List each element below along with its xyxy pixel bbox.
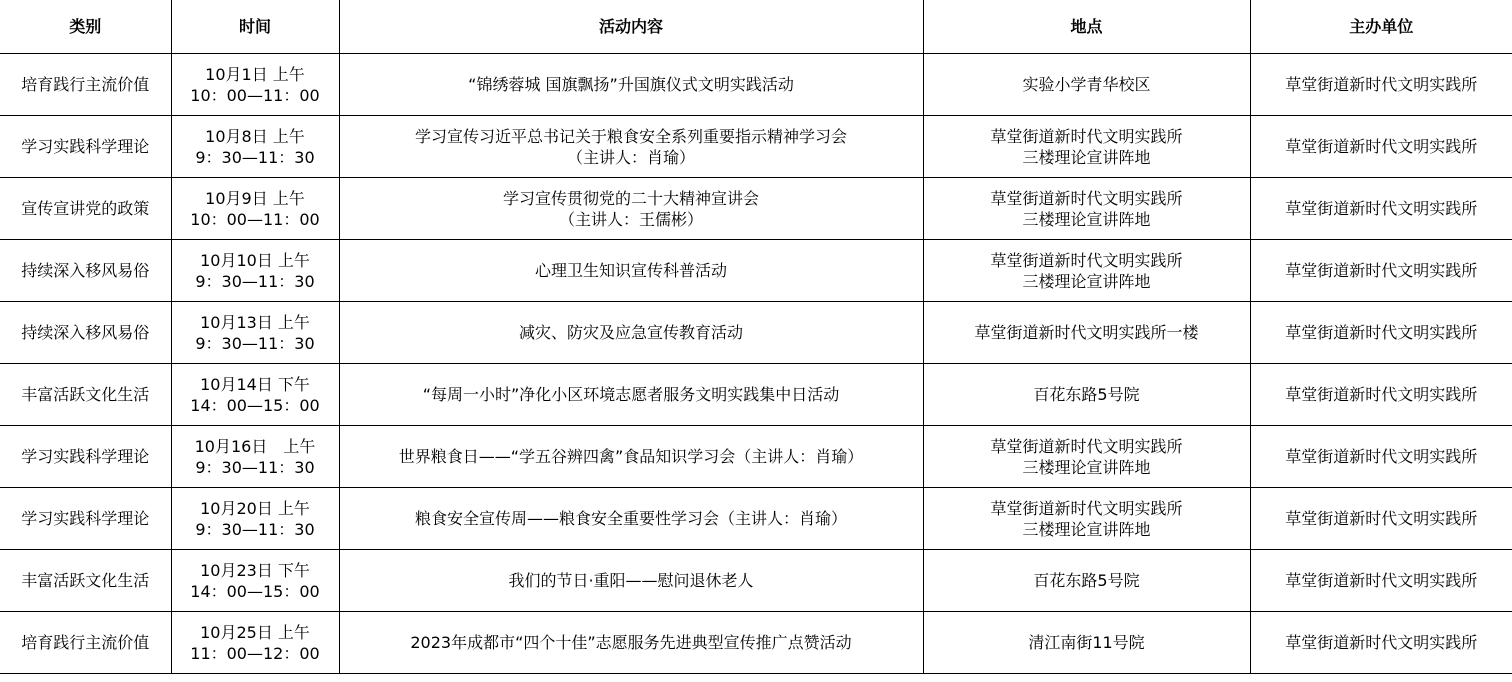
column-header-time: 时间 [171, 0, 339, 54]
date-text: 10月10日 上午 [200, 250, 310, 270]
location-cell [923, 240, 1250, 302]
category-text: 学习实践科学理论 [21, 137, 150, 156]
date-text: 10月14日 下午 [200, 374, 310, 394]
time-range-text: 10：00—11：00 [190, 85, 320, 105]
activity-content-text: 心理卫生知识宣传科普活动 [534, 261, 727, 280]
table-row [0, 54, 1512, 116]
activity-content-text: 粮食安全宣传周——粮食安全重要性学习会（主讲人：肖瑜） [414, 509, 847, 528]
time-cell [171, 178, 339, 240]
location-text: 百花东路5号院 [1033, 571, 1140, 590]
category-cell [0, 116, 171, 178]
table-row [0, 240, 1512, 302]
activity-host-text: （主讲人：王儒彬） [558, 209, 703, 229]
column-header-location: 地点 [923, 0, 1250, 54]
table-row [0, 302, 1512, 364]
category-cell [0, 488, 171, 550]
category-text: 丰富活跃文化生活 [21, 571, 150, 590]
activity-content-text: 学习宣传贯彻党的二十大精神宣讲会 [502, 188, 759, 208]
table-row [0, 426, 1512, 488]
time-range-text: 10：00—11：00 [190, 209, 320, 229]
activity-content-text: 我们的节日·重阳——慰问退休老人 [508, 571, 754, 590]
date-text: 10月9日 上午 [205, 188, 305, 208]
content-cell [339, 612, 923, 674]
location-cell [923, 54, 1250, 116]
organizer-text: 草堂街道新时代文明实践所 [1285, 509, 1478, 528]
organizer-cell [1250, 302, 1512, 364]
organizer-cell [1250, 612, 1512, 674]
location-text: 实验小学青华校区 [1022, 75, 1151, 94]
category-cell [0, 178, 171, 240]
location-cell [923, 364, 1250, 426]
category-text: 学习实践科学理论 [21, 447, 150, 466]
organizer-cell [1250, 426, 1512, 488]
content-cell [339, 364, 923, 426]
date-text: 10月1日 上午 [205, 64, 305, 84]
content-cell [339, 240, 923, 302]
time-cell [171, 364, 339, 426]
category-cell [0, 364, 171, 426]
organizer-text: 草堂街道新时代文明实践所 [1285, 199, 1478, 218]
organizer-text: 草堂街道新时代文明实践所 [1285, 75, 1478, 94]
table-header-row [0, 0, 1512, 54]
location-text: 清江南街11号院 [1028, 633, 1145, 652]
location-detail-text: 三楼理论宣讲阵地 [1022, 271, 1151, 291]
location-cell [923, 612, 1250, 674]
table-row [0, 116, 1512, 178]
time-range-text: 9：30—11：30 [195, 147, 315, 167]
time-cell [171, 426, 339, 488]
location-detail-text: 三楼理论宣讲阵地 [1022, 209, 1151, 229]
organizer-cell [1250, 178, 1512, 240]
organizer-text: 草堂街道新时代文明实践所 [1285, 261, 1478, 280]
time-range-text: 14：00—15：00 [190, 395, 320, 415]
table-row [0, 488, 1512, 550]
table-row [0, 364, 1512, 426]
location-cell [923, 488, 1250, 550]
category-text: 持续深入移风易俗 [21, 323, 150, 342]
location-text: 草堂街道新时代文明实践所 [990, 126, 1183, 146]
location-cell [923, 550, 1250, 612]
time-cell [171, 240, 339, 302]
organizer-cell [1250, 116, 1512, 178]
date-text: 10月23日 下午 [200, 560, 310, 580]
time-range-text: 14：00—15：00 [190, 581, 320, 601]
activity-content-text: 2023年成都市“四个十佳”志愿服务先进典型宣传推广点赞活动 [410, 633, 852, 652]
date-text: 10月13日 上午 [200, 312, 310, 332]
location-cell [923, 178, 1250, 240]
column-header-organizer: 主办单位 [1250, 0, 1512, 54]
organizer-cell [1250, 240, 1512, 302]
category-cell [0, 612, 171, 674]
content-cell [339, 302, 923, 364]
content-cell [339, 550, 923, 612]
organizer-cell [1250, 54, 1512, 116]
organizer-text: 草堂街道新时代文明实践所 [1285, 447, 1478, 466]
organizer-text: 草堂街道新时代文明实践所 [1285, 385, 1478, 404]
organizer-text: 草堂街道新时代文明实践所 [1285, 571, 1478, 590]
location-text: 百花东路5号院 [1033, 385, 1140, 404]
category-text: 培育践行主流价值 [21, 633, 150, 652]
location-text: 草堂街道新时代文明实践所 [990, 250, 1183, 270]
time-cell [171, 54, 339, 116]
activity-content-text: 减灾、防灾及应急宣传教育活动 [518, 323, 743, 342]
organizer-text: 草堂街道新时代文明实践所 [1285, 323, 1478, 342]
location-cell [923, 302, 1250, 364]
category-text: 持续深入移风易俗 [21, 261, 150, 280]
location-cell [923, 116, 1250, 178]
organizer-cell [1250, 364, 1512, 426]
time-cell [171, 302, 339, 364]
location-text: 草堂街道新时代文明实践所 [990, 498, 1183, 518]
category-cell [0, 240, 171, 302]
activity-content-text: “锦绣蓉城 国旗飘扬”升国旗仪式文明实践活动 [468, 75, 794, 94]
activity-content-text: 世界粮食日——“学五谷辨四禽”食品知识学习会（主讲人：肖瑜） [398, 447, 864, 466]
date-text: 10月25日 上午 [200, 622, 310, 642]
activity-host-text: （主讲人：肖瑜） [566, 147, 695, 167]
category-text: 培育践行主流价值 [21, 75, 150, 94]
organizer-cell [1250, 550, 1512, 612]
time-cell [171, 488, 339, 550]
time-cell [171, 612, 339, 674]
category-cell [0, 302, 171, 364]
location-detail-text: 三楼理论宣讲阵地 [1022, 519, 1151, 539]
activity-content-text: “每周一小时”净化小区环境志愿者服务文明实践集中日活动 [422, 385, 840, 404]
category-text: 宣传宣讲党的政策 [21, 199, 150, 218]
location-text: 草堂街道新时代文明实践所一楼 [974, 323, 1199, 342]
location-detail-text: 三楼理论宣讲阵地 [1022, 147, 1151, 167]
column-header-category: 类别 [0, 0, 171, 54]
time-cell [171, 116, 339, 178]
category-cell [0, 550, 171, 612]
date-text: 10月20日 上午 [200, 498, 310, 518]
date-text: 10月8日 上午 [205, 126, 305, 146]
date-text: 10月16日 上午 [194, 436, 316, 456]
content-cell [339, 116, 923, 178]
time-range-text: 9：30—11：30 [195, 271, 315, 291]
location-cell [923, 426, 1250, 488]
location-text: 草堂街道新时代文明实践所 [990, 188, 1183, 208]
content-cell [339, 488, 923, 550]
organizer-text: 草堂街道新时代文明实践所 [1285, 633, 1478, 652]
location-detail-text: 三楼理论宣讲阵地 [1022, 457, 1151, 477]
content-cell [339, 178, 923, 240]
time-range-text: 9：30—11：30 [195, 333, 315, 353]
table-row [0, 612, 1512, 674]
content-cell [339, 426, 923, 488]
organizer-text: 草堂街道新时代文明实践所 [1285, 137, 1478, 156]
time-range-text: 9：30—11：30 [195, 457, 315, 477]
category-text: 丰富活跃文化生活 [21, 385, 150, 404]
table-row [0, 550, 1512, 612]
time-range-text: 9：30—11：30 [195, 519, 315, 539]
activity-content-text: 学习宣传习近平总书记关于粮食安全系列重要指示精神学习会 [414, 126, 847, 146]
time-range-text: 11：00—12：00 [190, 643, 320, 663]
category-cell [0, 426, 171, 488]
time-cell [171, 550, 339, 612]
column-header-content: 活动内容 [339, 0, 923, 54]
table-row [0, 178, 1512, 240]
organizer-cell [1250, 488, 1512, 550]
location-text: 草堂街道新时代文明实践所 [990, 436, 1183, 456]
category-cell [0, 54, 171, 116]
content-cell [339, 54, 923, 116]
category-text: 学习实践科学理论 [21, 509, 150, 528]
